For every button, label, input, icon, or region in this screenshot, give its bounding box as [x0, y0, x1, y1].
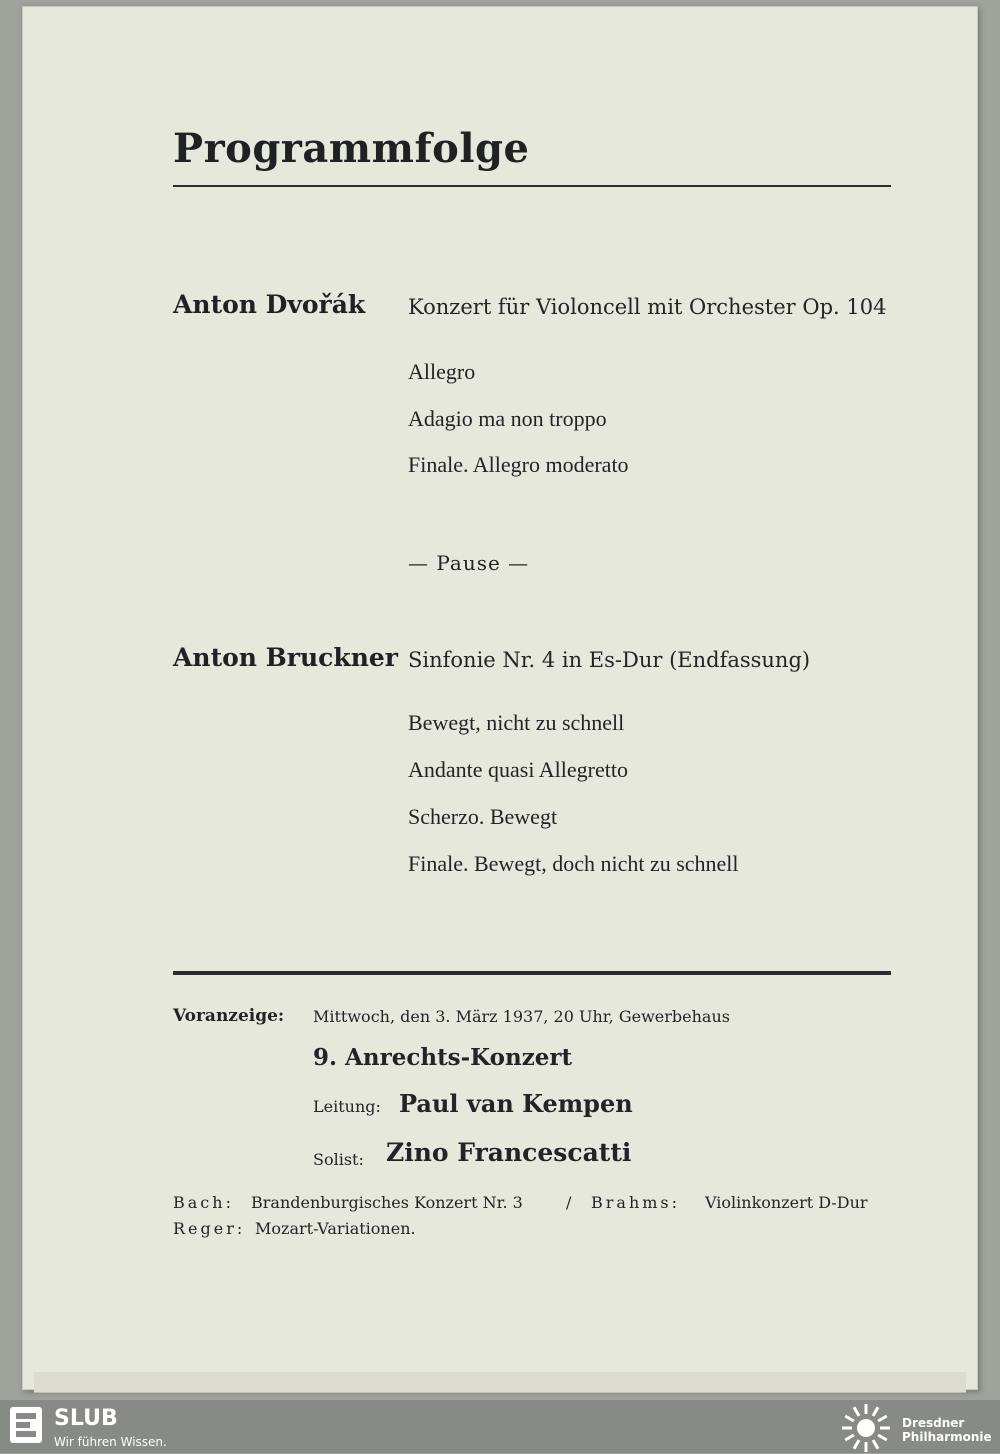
slub-logo-icon	[8, 1405, 44, 1445]
program-composer: Bach:	[173, 1193, 234, 1212]
composer-dvorak: Anton Dvořák	[173, 290, 366, 319]
philharmonie-name-line1: Dresdner	[902, 1416, 965, 1430]
philharmonie-name	[902, 1416, 992, 1444]
philharmonie-name-line2: Philharmonie	[902, 1430, 992, 1444]
slub-name: SLUB	[54, 1406, 118, 1431]
movement: Adagio ma non troppo	[408, 406, 607, 431]
program-work: Violinkonzert D-Dur	[705, 1193, 868, 1212]
soloist-name: Zino Francescatti	[386, 1138, 632, 1167]
title-rule	[173, 185, 891, 187]
philharmonie-logo-icon	[840, 1402, 892, 1454]
movement: Andante quasi Allegretto	[408, 757, 628, 782]
work-bruckner: Sinfonie Nr. 4 in Es-Dur (Endfassung)	[408, 648, 811, 672]
soloist-label: Solist:	[313, 1150, 364, 1169]
movement: Finale. Bewegt, doch nicht zu schnell	[408, 851, 739, 876]
movement: Allegro	[408, 359, 476, 384]
page-title: Programmfolge	[173, 125, 530, 172]
movement: Finale. Allegro moderato	[408, 452, 629, 477]
page-edge	[34, 1372, 966, 1393]
preview-date: Mittwoch, den 3. März 1937, 20 Uhr, Gewerbehaus	[313, 1007, 730, 1026]
program-work: Mozart-Variationen.	[255, 1219, 416, 1238]
composer-bruckner: Anton Bruckner	[173, 643, 398, 672]
movement: Scherzo. Bewegt	[408, 804, 558, 829]
program-composer: Reger:	[173, 1219, 246, 1238]
conductor-label: Leitung:	[313, 1097, 381, 1116]
pause-label: — Pause —	[408, 551, 530, 575]
preview-label: Voranzeige:	[173, 1006, 285, 1026]
program-composer: Brahms:	[591, 1193, 681, 1212]
work-dvorak: Konzert für Violoncell mit Orchester Op. 104	[408, 295, 887, 319]
preview-concert: 9. Anrechts-Konzert	[313, 1044, 573, 1071]
program-work: Brandenburgisches Konzert Nr. 3	[251, 1193, 523, 1212]
section-rule	[173, 971, 891, 975]
program-page	[22, 6, 978, 1390]
conductor-name: Paul van Kempen	[399, 1089, 633, 1118]
slub-tagline: Wir führen Wissen.	[54, 1435, 167, 1449]
movement: Bewegt, nicht zu schnell	[408, 710, 625, 735]
program-separator: /	[566, 1193, 572, 1212]
